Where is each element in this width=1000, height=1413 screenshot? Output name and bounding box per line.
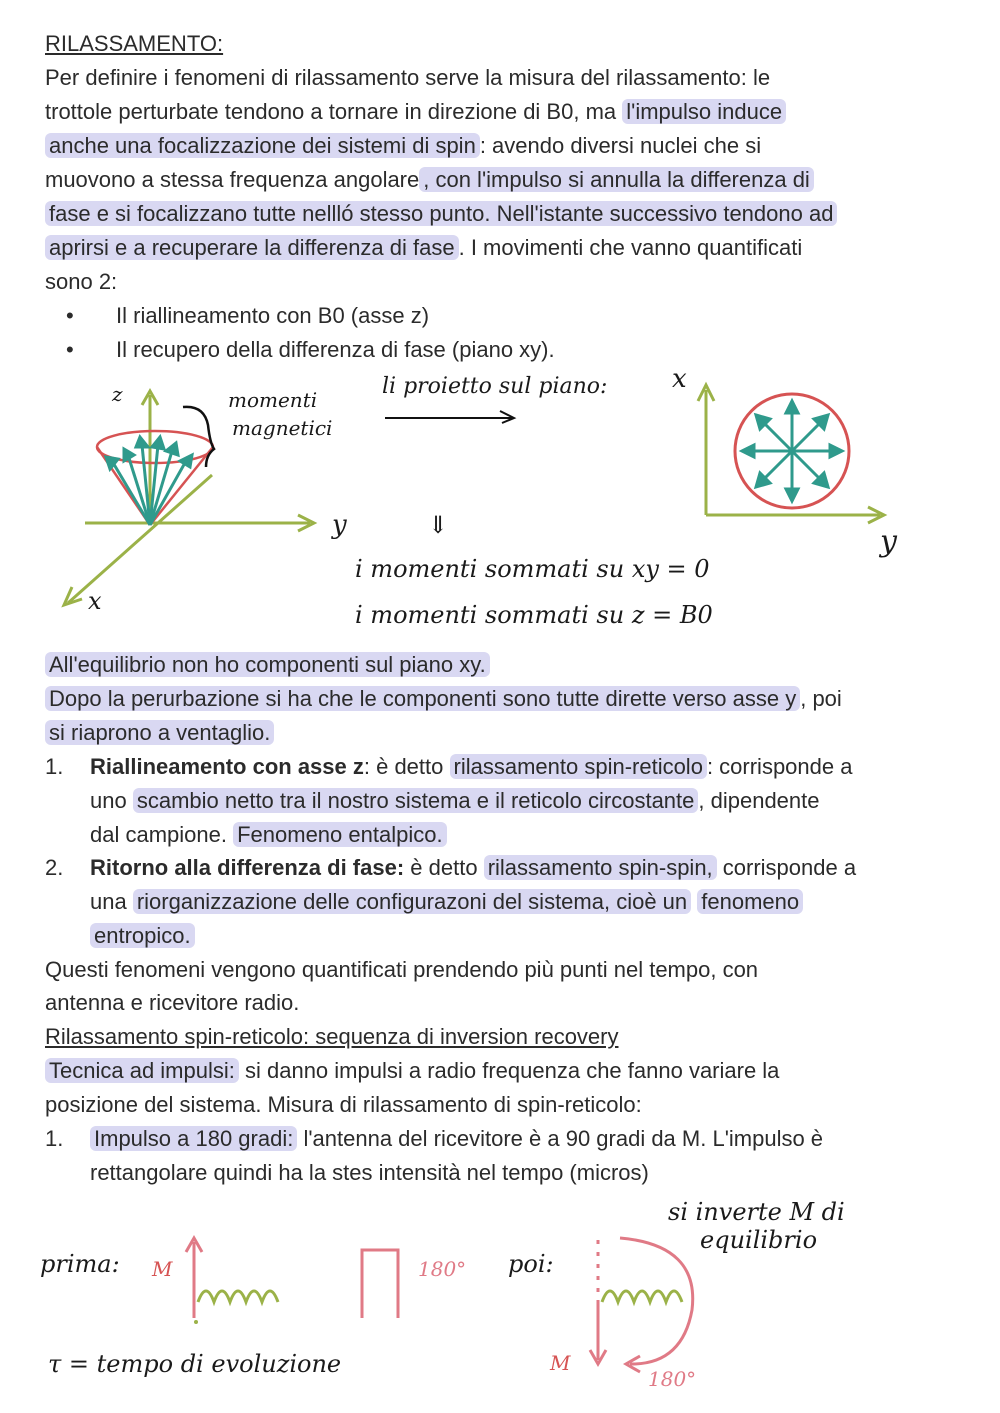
plane-axis-y: y xyxy=(880,524,897,559)
note-magnetici: magnetici xyxy=(232,416,333,440)
highlight: Impulso a 180 gradi: xyxy=(90,1126,297,1151)
bullet-dot: • xyxy=(66,303,74,328)
text-span: è detto xyxy=(404,855,484,880)
paragraph-line xyxy=(45,648,490,682)
label-prima: prima: xyxy=(40,1250,120,1278)
highlight: scambio netto tra il nostro sistema e il reticolo circostante xyxy=(133,788,699,813)
text-span: trottole perturbate tendono a tornare in direzione di B0, ma xyxy=(45,99,623,124)
spin-cone-sketch xyxy=(0,365,1000,655)
note-momenti: momenti xyxy=(228,388,318,412)
paragraph-line xyxy=(45,1054,779,1088)
plane-axis-x: x xyxy=(672,364,687,394)
highlight: entropico. xyxy=(90,923,195,948)
highlight: , con l'impulso si annulla la differenza di xyxy=(419,167,814,192)
text-span: : avendo diversi nuclei che si xyxy=(479,133,762,158)
list-number: 1. xyxy=(45,1126,64,1151)
paragraph-line: posizione del sistema. Misura di rilassamento di spin-reticolo: xyxy=(45,1092,642,1117)
equation-z: i momenti sommati su z = B0 xyxy=(355,601,713,629)
list-item-line: rettangolare quindi ha la stes intensità nel tempo (micros) xyxy=(90,1160,649,1185)
paragraph-line xyxy=(45,231,802,265)
paragraph-line xyxy=(45,163,814,197)
paragraph-line xyxy=(45,95,786,129)
bold-term: Riallineamento con asse z xyxy=(90,754,364,779)
text-span: . I movimenti che vanno quantificati xyxy=(458,235,803,260)
list-item-line xyxy=(90,851,856,885)
axis-label-x: x xyxy=(88,587,102,615)
note-projection: li proietto sul piano: xyxy=(382,374,608,399)
text-span: una xyxy=(90,889,133,914)
list-item-line xyxy=(90,1122,823,1156)
paragraph-line xyxy=(45,682,842,716)
axis-label-z: z xyxy=(112,382,123,406)
paragraph-line xyxy=(45,129,761,163)
text-span: : corrisponde a xyxy=(706,754,853,779)
text-span: , poi xyxy=(800,686,842,711)
paragraph-line: sono 2: xyxy=(45,269,118,294)
text-span: muovono a stessa frequenza angolare xyxy=(45,167,420,192)
highlight: Tecnica ad impulsi: xyxy=(45,1058,239,1083)
highlight: fase e si focalizzano tutte nellló stesso punto. Nell'istante successivo tendono ad xyxy=(45,201,837,226)
equation-xy: i momenti sommati su xy = 0 xyxy=(355,555,710,583)
highlight: si riaprono a ventaglio. xyxy=(45,720,274,745)
text-span: , dipendente xyxy=(698,788,820,813)
label-poi: poi: xyxy=(508,1250,554,1278)
text-span: corrisponde a xyxy=(716,855,857,880)
vector-m-label: M xyxy=(152,1257,173,1281)
text-span: dal campione. xyxy=(90,822,234,847)
highlight: rilassamento spin-spin, xyxy=(484,855,717,880)
bullet-item: Il recupero della differenza di fase (piano xy). xyxy=(116,337,555,362)
text-span: uno xyxy=(90,788,133,813)
paragraph-line: antenna e ricevitore radio. xyxy=(45,990,300,1015)
text-span: si danno impulsi a radio frequenza che fanno variare la xyxy=(238,1058,780,1083)
paragraph-line: Per definire i fenomeni di rilassamento serve la misura del rilassamento: le xyxy=(45,65,771,90)
list-item-line xyxy=(90,750,852,784)
text-span: : è detto xyxy=(363,754,450,779)
highlight: fenomeno xyxy=(697,889,803,914)
note-inverte: si inverte M di xyxy=(668,1198,845,1226)
bullet-dot: • xyxy=(66,337,74,362)
highlight: riorganizzazione delle configurazoni del sistema, cioè un xyxy=(133,889,691,914)
inversion-recovery-sketch xyxy=(0,1190,1000,1410)
axis-label-y: y xyxy=(332,510,347,540)
list-item-line xyxy=(90,919,195,953)
bold-term: Ritorno alla differenza di fase: xyxy=(90,855,405,880)
list-item-line xyxy=(90,885,803,919)
vector-m-label-2: M xyxy=(550,1351,571,1375)
paragraph-line xyxy=(45,716,274,750)
list-item-line xyxy=(90,818,447,852)
highlight: anche una focalizzazione dei sistemi di spin xyxy=(45,133,480,158)
highlight: aprirsi e a recuperare la differenza di fase xyxy=(45,235,459,260)
text-span: l'antenna del ricevitore è a 90 gradi da M. L'impulso è xyxy=(297,1126,824,1151)
highlight: rilassamento spin-reticolo xyxy=(450,754,707,779)
bullet-item: Il riallineamento con B0 (asse z) xyxy=(116,303,430,328)
paragraph-line xyxy=(45,197,837,231)
highlight: l'impulso induce xyxy=(622,99,786,124)
section-title-rilassamento: RILASSAMENTO: xyxy=(45,31,224,56)
note-equilibrio: equilibrio xyxy=(700,1226,818,1254)
note-tau: τ = tempo di evoluzione xyxy=(48,1350,342,1378)
highlight: Fenomeno entalpico. xyxy=(233,822,446,847)
highlight: All'equilibrio non ho componenti sul piano xy. xyxy=(45,652,490,677)
highlight: Dopo la perurbazione si ha che le componenti sono tutte dirette verso asse y xyxy=(45,686,800,711)
list-item-line xyxy=(90,784,820,818)
section-title-inversion-recovery: Rilassamento spin-reticolo: sequenza di inversion recovery xyxy=(45,1024,619,1049)
list-number: 1. xyxy=(45,754,64,779)
angle-label-180: 180° xyxy=(648,1367,697,1391)
pulse-label-180: 180° xyxy=(418,1257,467,1281)
arrow-down-symbol: ⇓ xyxy=(428,511,449,539)
paragraph-line: Questi fenomeni vengono quantificati prendendo più punti nel tempo, con xyxy=(45,957,759,982)
list-number: 2. xyxy=(45,855,64,880)
